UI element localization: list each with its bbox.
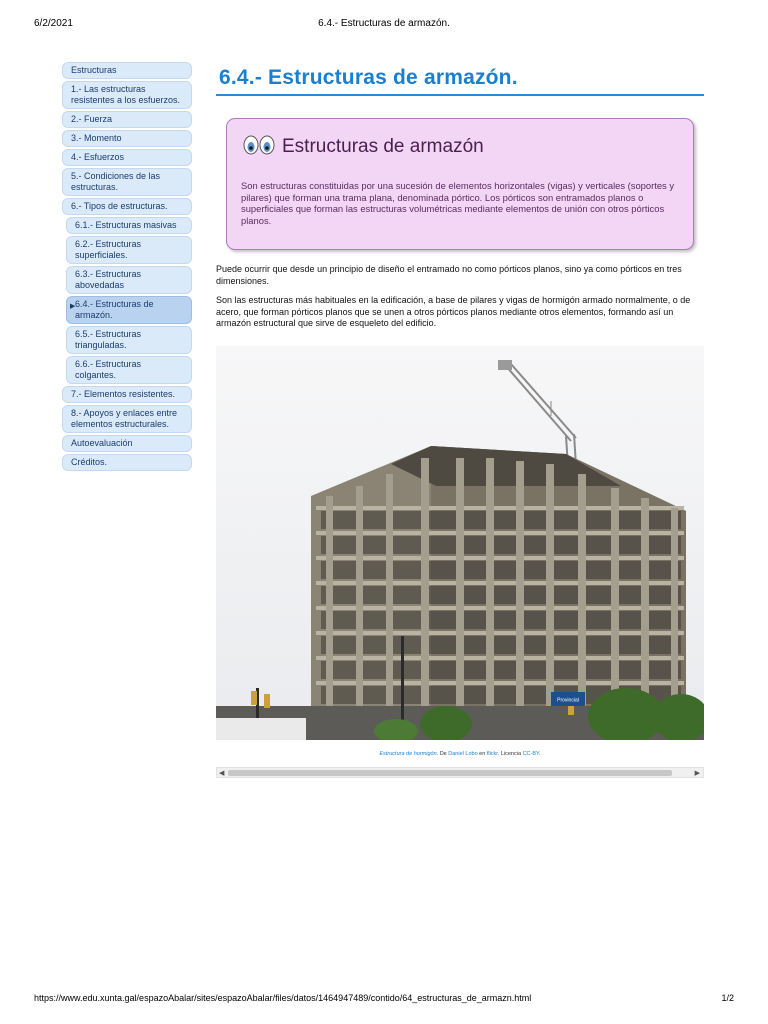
definition-box <box>226 118 694 250</box>
caption-text: . De <box>436 750 449 757</box>
sidebar-item-8[interactable]: 8.- Apoyos y enlaces entre elementos estructurales. <box>62 405 192 433</box>
sidebar-item-autoevaluacion[interactable]: Autoevaluación <box>62 435 192 452</box>
sidebar-nav <box>62 62 192 473</box>
sidebar-item-estructuras[interactable]: Estructuras <box>62 62 192 79</box>
caption-link-license[interactable]: CC-BY <box>522 750 539 757</box>
caption-link-author[interactable]: Daniel Lobo <box>448 750 478 757</box>
main-content <box>216 62 704 778</box>
caption-link-flickr[interactable]: flickr <box>486 750 498 757</box>
print-footer <box>0 993 768 1007</box>
print-url: https://www.edu.xunta.gal/espazoAbalar/sites/espazoAbalar/files/datos/1464947489/contido/64_estructuras_de_armazn.html <box>34 993 532 1003</box>
sidebar-item-5[interactable]: 5.- Condiciones de las estructuras. <box>62 168 192 196</box>
sidebar-item-3[interactable]: 3.- Momento <box>62 130 192 147</box>
sidebar-item-2[interactable]: 2.- Fuerza <box>62 111 192 128</box>
arrow-right-icon: ▶ <box>70 303 76 310</box>
caption-text: . Licencia <box>497 750 523 757</box>
sidebar-item-6[interactable]: 6.- Tipos de estructuras. <box>62 198 192 215</box>
caption-text: . <box>538 750 541 757</box>
page-title: 6.4.- Estructuras de armazón. <box>216 62 704 96</box>
sidebar-item-6-6[interactable]: 6.6.- Estructuras colgantes. <box>66 356 192 384</box>
building-sign-text: Provincial <box>557 697 579 703</box>
sidebar-item-1[interactable]: 1.- Las estructuras resistentes a los esfuerzos. <box>62 81 192 109</box>
print-page-number: 1/2 <box>721 993 734 1003</box>
box-text: Son estructuras constituidas por una sucesión de elementos horizontales (vigas) y verticales (soportes y pilares) que forman una trama plana, denominada pórtico. Los pórticos son entramados planos o superficiales que forman las estructuras volumétricas mediante elementos de unión con otros pórticos planos. <box>241 180 675 226</box>
eyes-icon <box>243 135 275 155</box>
sidebar-item-6-1[interactable]: 6.1.- Estructuras masivas <box>66 217 192 234</box>
image-caption <box>216 751 704 757</box>
caption-text: en <box>477 750 487 757</box>
box-title: Estructuras de armazón <box>282 136 484 157</box>
sidebar-item-4[interactable]: 4.- Esfuerzos <box>62 149 192 166</box>
paragraph-1: Puede ocurrir que desde un principio de diseño el entramado no como pórticos planos, sino ya como pórticos en tres dimensiones. <box>216 264 682 286</box>
sidebar-item-6-4[interactable] <box>66 296 192 324</box>
print-title: 6.4.- Estructuras de armazón. <box>318 18 450 29</box>
sidebar-item-6-3[interactable]: 6.3.- Estructuras abovedadas <box>66 266 192 294</box>
sidebar-item-creditos[interactable]: Créditos. <box>62 454 192 471</box>
building-photo <box>216 346 704 740</box>
scroll-thumb[interactable] <box>228 770 672 776</box>
sidebar-item-6-2[interactable]: 6.2.- Estructuras superficiales. <box>66 236 192 264</box>
print-header <box>0 18 768 32</box>
scroll-right-icon[interactable]: ▶ <box>694 769 700 777</box>
sidebar-item-label: 6.4.- Estructuras de armazón. <box>75 299 154 320</box>
scroll-left-icon[interactable]: ◀ <box>219 769 225 777</box>
caption-link-image[interactable]: Estructura de hormigón <box>379 750 437 757</box>
horizontal-scrollbar[interactable] <box>216 767 704 778</box>
sidebar-item-6-5[interactable]: 6.5.- Estructuras trianguladas. <box>66 326 192 354</box>
paragraph-2: Son las estructuras más habituales en la edificación, a base de pilares y vigas de hormigón armado normalmente, o de acero, que forman pórticos planos que se unen a otros pórticos planos mediante otros elementos, formando así un armazón estructural que sirve de esqueleto del edificio. <box>216 295 691 328</box>
sidebar-item-7[interactable]: 7.- Elementos resistentes. <box>62 386 192 403</box>
print-date: 6/2/2021 <box>34 18 73 29</box>
